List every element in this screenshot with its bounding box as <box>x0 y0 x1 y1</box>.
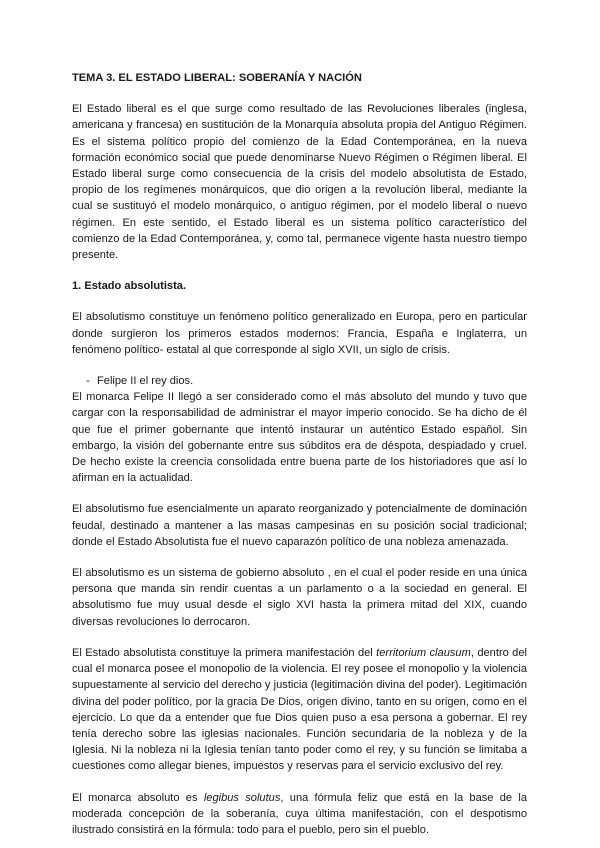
paragraph-dominacion-feudal: El absolutismo fue esencialmente un aparato reorganizado y potencialmente de dominación feudal, destinado a mantener a las masas campesinas en su posición social tradicional; donde el Estado Absolutista fue el nuevo caparazón político de una nobleza amenazada. <box>72 503 527 548</box>
document-page <box>72 70 527 838</box>
section-heading: 1. Estado absolutista. <box>72 280 187 293</box>
text-run: , una fórmula feliz que está en la base de la moderada concepción de la soberanía, cuya última manifestación, con el despotismo ilustrado consistirá en la fórmula: todo para el pueblo, pero sin el pueblo. <box>72 791 528 836</box>
paragraph-legibus-solutus <box>72 790 527 839</box>
paragraph-territorium-clausum <box>72 645 527 775</box>
text-run: , dentro del cual el monarca posee el monopolio de la violencia. El rey posee el monopolio y la violencia supuestamente al servicio del derecho y justicia (legitimación divina del poder). Legitimación divina del poder político, por la gracia De Dios, origen divino, tanto en su origen, como en el ejercicio. Lo que da a entender que fue Dios quien puso a esa persona a gobernar. El rey tenía derecho sobre las iglesias nacionales. Función secundaria de la nobleza y de la Iglesia. Ni la nobleza ni la Iglesia tenían tanto poder como el rey, y su función se limitaba a cuestiones como allegar bienes, impuestos y reservas para el servicio exclusivo del rey. <box>72 646 527 773</box>
italic-term: territorium clausum <box>376 646 471 659</box>
document-title: TEMA 3. EL ESTADO LIBERAL: SOBERANÍA Y NACIÓN <box>72 72 362 84</box>
intro-paragraph: El Estado liberal es el que surge como resultado de las Revoluciones liberales (inglesa, americana y francesa) en sustitución de la Monarquía absoluta propia del Antiguo Régimen. Es el sistema político propio del comienzo de la Edad Contemporánea, en la nueva formación económico social que puede denominarse Nuevo Régimen o Régimen liberal. El Estado liberal surge como consecuencia de la crisis del modelo absolutista de Estado, propio de los regímenes monárquicos, que dio origen a la revolución liberal, mediante la cual se sustituyó el modelo monárquico, o antiguo régimen, por el modelo liberal o nuevo régimen. En este sentido, el Estado liberal es un sistema político característico del comienzo de la Edad Contemporánea, y, como tal, permanece vigente hasta nuestro tiempo presente. <box>72 103 527 262</box>
text-run: El Estado absolutista constituye la primera manifestación del <box>72 646 377 659</box>
paragraph-felipe-ii: El monarca Felipe II llegó a ser considerado como el más absoluto del mundo y tuvo que cargar con la responsabilidad de administrar el mayor imperio conocido. Se ha dicho de él que fue el primer gobernante que intentó instaurar un auténtico Estado español. Sin embargo, la visión del gobernante entre sus súbditos era de déspota, despiadado y cruel. De hecho existe la creencia consolidada entre buena parte de los historiadores que así lo afirman en la actualidad. <box>72 391 527 485</box>
bullet-dash: - <box>86 375 90 388</box>
paragraph-absolutismo-europa: El absolutismo constituye un fenómeno político generalizado en Europa, pero en particular donde surgieron los primeros estados modernos: Francia, España e Inglaterra, un fenómeno político- estatal al que corresponde al siglo XVII, un siglo de crisis. <box>72 311 527 356</box>
italic-term: legibus solutus <box>203 791 281 804</box>
paragraph-gobierno-absoluto: El absolutismo es un sistema de gobierno absoluto , en el cual el poder reside en una única persona que manda sin rendir cuentas a un parlamento o a la sociedad en general. El absolutismo fue muy usual desde el siglo XVI hasta la primera mitad del XIX, cuando diversas revoluciones lo derrocaron. <box>72 567 527 628</box>
text-run: El monarca absoluto es <box>72 791 204 804</box>
bullet-item <box>72 373 527 389</box>
bullet-text: Felipe II el rey dios. <box>97 375 194 388</box>
